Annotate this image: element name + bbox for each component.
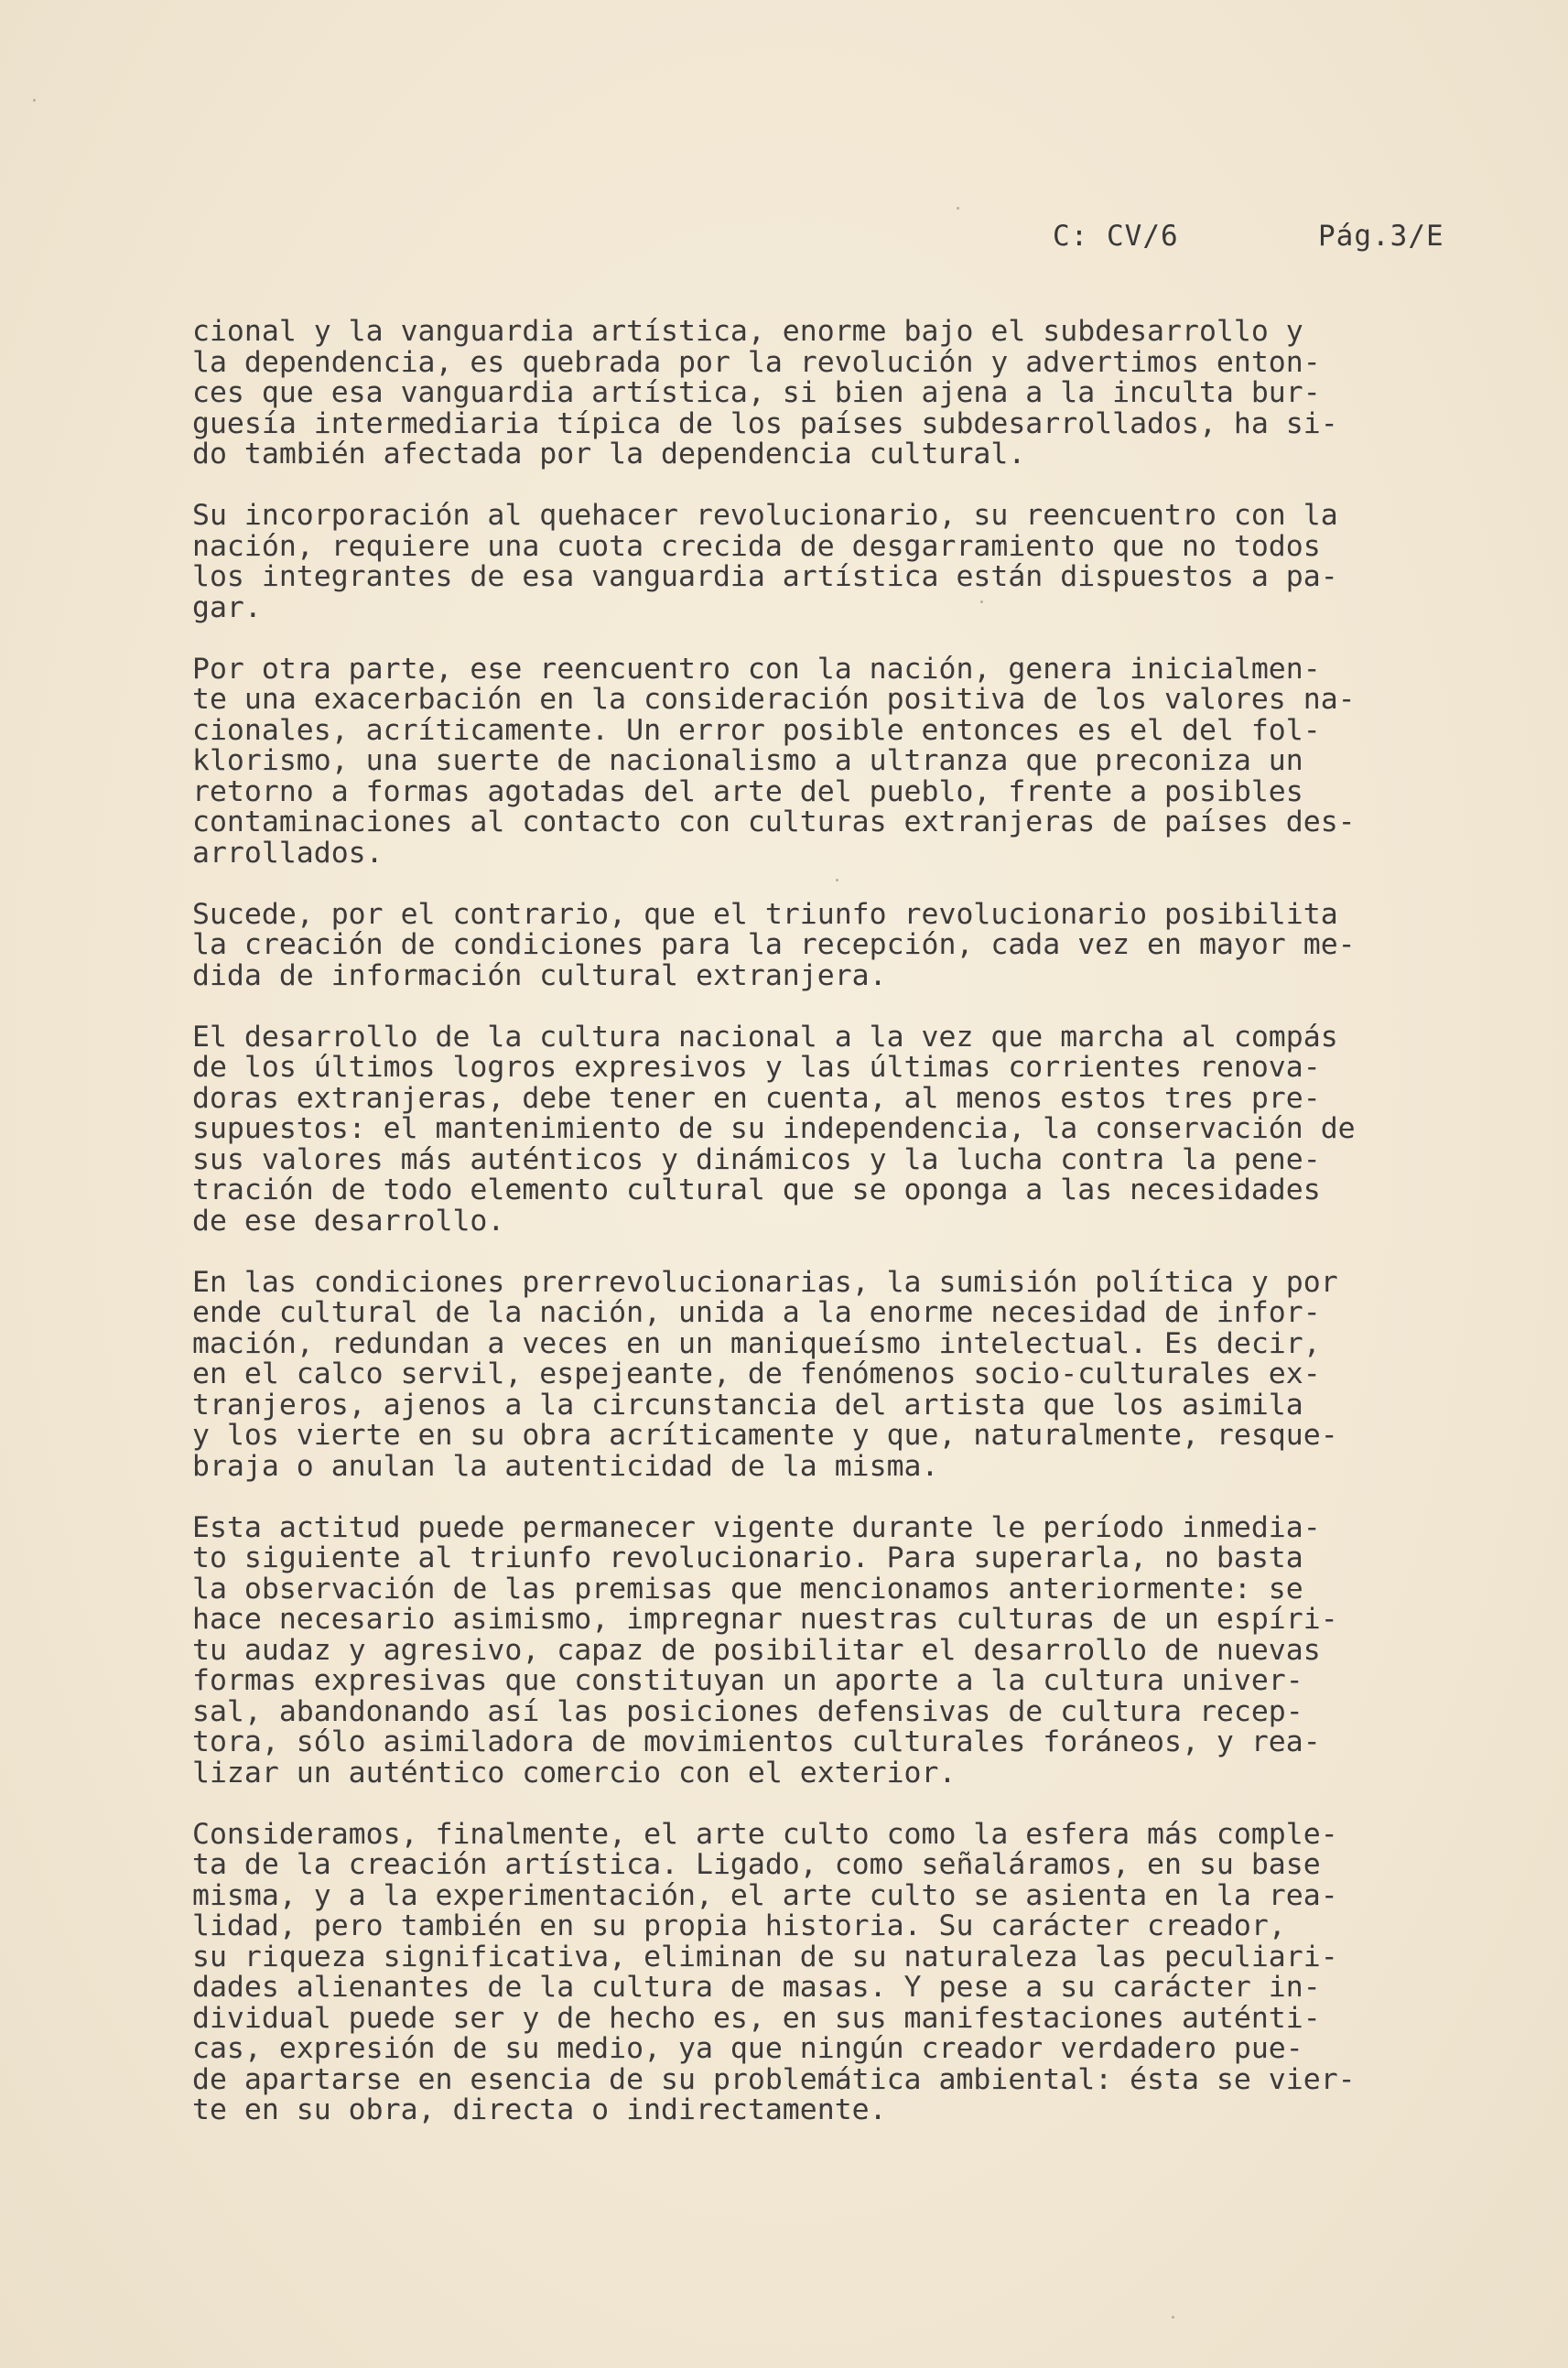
text-line: de los últimos logros expresivos y las últimas corrientes renova- <box>192 1051 1321 1084</box>
text-line: ces que esa vanguardia artística, si bien ajena a la inculta bur- <box>192 376 1321 409</box>
paragraph <box>192 897 1465 992</box>
text-line: Esta actitud puede permanecer vigente durante le período inmedia- <box>192 1510 1321 1544</box>
text-line: cas, expresión de su medio, ya que ningún creador verdadero pue- <box>192 2032 1303 2065</box>
page-header <box>1053 220 1465 265</box>
text-line: tración de todo elemento cultural que se oponga a las necesidades <box>192 1173 1321 1206</box>
text-line: los integrantes de esa vanguardia artística están dispuestos a pa- <box>192 560 1338 593</box>
text-line: guesía intermediaria típica de los países subdesarrollados, ha si- <box>192 406 1338 440</box>
page-number: Pág.3/E <box>1318 220 1444 253</box>
text-line: Por otra parte, ese reencuentro con la nación, genera inicialmen- <box>192 652 1321 686</box>
text-line: Su incorporación al quehacer revolucionario, su reencuentro con la <box>192 499 1338 532</box>
paper-speck <box>33 99 36 102</box>
text-line: mación, redundan a veces en un maniqueísmo intelectual. Es decir, <box>192 1326 1321 1360</box>
text-line: de ese desarrollo. <box>192 1204 505 1238</box>
text-line: la creación de condiciones para la recepción, cada vez en mayor me- <box>192 928 1356 961</box>
text-line: hace necesario asimismo, impregnar nuestras culturas de un espíri- <box>192 1603 1338 1636</box>
paragraph <box>192 1817 1465 2126</box>
text-line: en el calco servil, espejeante, de fenómenos socio-culturales ex- <box>192 1357 1321 1390</box>
document-reference: C: CV/6 <box>1053 220 1179 253</box>
text-line: gar. <box>192 590 262 624</box>
text-line: ta de la creación artística. Ligado, como señaláramos, en su base <box>192 1848 1321 1881</box>
text-line: cionales, acríticamente. Un error posible entonces es el del fol- <box>192 713 1321 747</box>
text-line: nación, requiere una cuota crecida de desgarramiento que no todos <box>192 529 1321 563</box>
paragraph <box>192 501 1465 623</box>
text-line: doras extranjeras, debe tener en cuenta, al menos estos tres pre- <box>192 1081 1321 1115</box>
text-line: arrollados. <box>192 836 384 870</box>
text-line: El desarrollo de la cultura nacional a la vez que marcha al compás <box>192 1020 1338 1054</box>
document-body <box>192 317 1465 2157</box>
paragraph <box>192 1510 1465 1790</box>
text-line: misma, y a la experimentación, el arte culto se asienta en la rea- <box>192 1878 1338 1912</box>
text-line: te una exacerbación en la consideración positiva de los valores na- <box>192 683 1356 716</box>
text-line: formas expresivas que constituyan un aporte a la cultura univer- <box>192 1664 1303 1697</box>
text-line: su riqueza significativa, eliminan de su naturaleza las peculiari- <box>192 1940 1338 1973</box>
text-line: de apartarse en esencia de su problemática ambiental: ésta se vier- <box>192 2062 1356 2096</box>
text-line: dades alienantes de la cultura de masas. Y pese a su carácter in- <box>192 1971 1321 2004</box>
text-line: cional y la vanguardia artística, enorme bajo el subdesarrollo y <box>192 315 1303 348</box>
paragraph <box>192 317 1465 470</box>
text-line: tu audaz y agresivo, capaz de posibilitar el desarrollo de nuevas <box>192 1633 1321 1667</box>
paragraph <box>192 1265 1465 1483</box>
text-line: do también afectada por la dependencia cultural. <box>192 438 1026 470</box>
text-line: sal, abandonando así las posiciones defensivas de cultura recep- <box>192 1694 1303 1728</box>
text-line: y los vierte en su obra acríticamente y que, naturalmente, resque- <box>192 1419 1338 1452</box>
text-line: lidad, pero también en su propia historia. Su carácter creador, <box>192 1909 1286 1942</box>
text-line: lizar un auténtico comercio con el exterior. <box>192 1756 957 1790</box>
text-line: klorismo, una suerte de nacionalismo a ultranza que preconiza un <box>192 744 1303 777</box>
text-line: tranjeros, ajenos a la circunstancia del artista que los asimila <box>192 1388 1303 1422</box>
text-line: sus valores más auténticos y dinámicos y la lucha contra la pene- <box>192 1142 1321 1176</box>
text-line: dividual puede ser y de hecho es, en sus manifestaciones auténti- <box>192 2001 1321 2035</box>
text-line: contaminaciones al contacto con culturas extranjeras de países des- <box>192 806 1356 838</box>
text-line: En las condiciones prerrevolucionarias, la sumisión política y por <box>192 1265 1338 1299</box>
paragraph <box>192 1022 1465 1238</box>
text-line: Consideramos, finalmente, el arte culto como la esfera más comple- <box>192 1817 1338 1851</box>
text-line: la dependencia, es quebrada por la revolución y advertimos enton- <box>192 345 1321 379</box>
text-line: tora, sólo asimiladora de movimientos culturales foráneos, y rea- <box>192 1725 1321 1758</box>
text-line: Sucede, por el contrario, que el triunfo revolucionario posibilita <box>192 897 1338 931</box>
paragraph <box>192 654 1465 870</box>
text-line: braja o anulan la autenticidad de la misma. <box>192 1449 939 1483</box>
text-line: supuestos: el mantenimiento de su independencia, la conservación de <box>192 1112 1356 1145</box>
text-line: retorno a formas agotadas del arte del pueblo, frente a posibles <box>192 774 1303 808</box>
text-line: ende cultural de la nación, unida a la enorme necesidad de infor- <box>192 1296 1321 1329</box>
text-line: la observación de las premisas que mencionamos anteriormente: se <box>192 1572 1303 1606</box>
text-line: te en su obra, directa o indirectamente. <box>192 2093 887 2126</box>
paper-speck <box>957 207 959 210</box>
text-line: to siguiente al triunfo revolucionario. Para superarla, no basta <box>192 1541 1303 1574</box>
paper-speck <box>1172 2316 1174 2319</box>
text-line: dida de información cultural extranjera. <box>192 958 887 992</box>
